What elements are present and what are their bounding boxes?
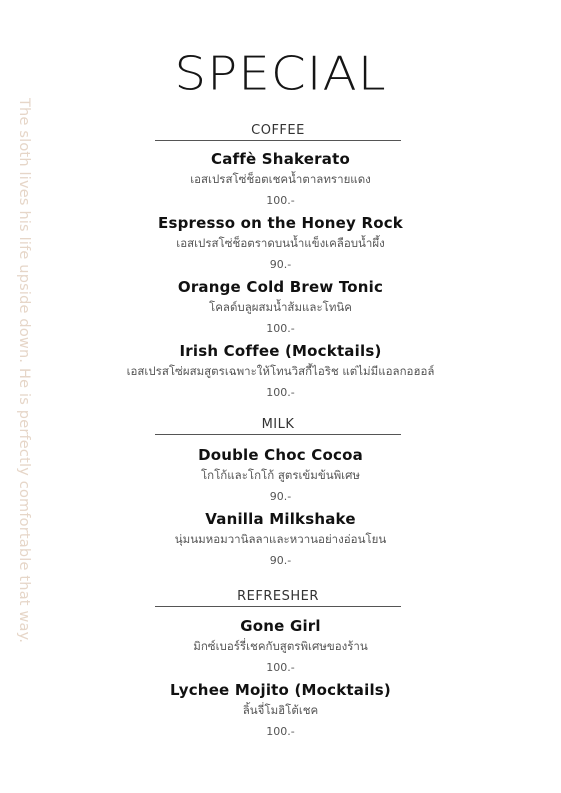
menu-item <box>0 277 561 339</box>
item-price: 100.- <box>266 322 295 335</box>
menu-item <box>0 445 561 507</box>
item-description: โคลด์บลูผสมน้ำส้มและโทนิค <box>209 300 352 314</box>
menu-item <box>0 149 561 211</box>
section-heading-coffee: COFFEE <box>155 122 401 141</box>
side-tagline: The sloth lives his life upside down. He is perfectly comfortable that way. <box>16 98 32 644</box>
item-name: Caffè Shakerato <box>211 150 350 168</box>
menu-item <box>0 680 561 742</box>
item-price: 100.- <box>266 725 295 738</box>
menu-title: SPECIAL <box>174 47 387 101</box>
item-name: Lychee Mojito (Mocktails) <box>170 681 391 699</box>
item-description: เอสเปรสโซ่ช็อตราดบนน้ำแข็งเคลือบน้ำผึ้ง <box>176 236 385 250</box>
item-price: 100.- <box>266 661 295 674</box>
section-heading-refresher: REFRESHER <box>155 588 401 607</box>
item-name: Espresso on the Honey Rock <box>158 214 403 232</box>
item-price: 100.- <box>266 386 295 399</box>
item-name: Double Choc Cocoa <box>198 446 363 464</box>
item-name: Irish Coffee (Mocktails) <box>179 342 382 360</box>
item-name: Vanilla Milkshake <box>205 510 356 528</box>
item-price: 90.- <box>269 554 292 567</box>
menu-item <box>0 509 561 571</box>
item-description: ลิ้นจี่โมฮิโต้เชค <box>242 703 319 717</box>
menu-item <box>0 213 561 275</box>
item-description: นุ่มนมหอมวานิลลาและหวานอย่างอ่อนโยน <box>174 532 387 546</box>
menu-item <box>0 341 561 403</box>
item-name: Gone Girl <box>240 617 321 635</box>
section-heading-milk: MILK <box>155 416 401 435</box>
item-description: เอสเปรสโซ่ผสมสูตรเฉพาะให้โทนวิสกี้ไอริช แต่ไม่มีแอลกอฮอล์ <box>126 364 435 378</box>
item-description: โกโก้และโกโก้ สูตรเข้มข้นพิเศษ <box>200 468 360 482</box>
item-price: 90.- <box>269 258 292 271</box>
item-price: 90.- <box>269 490 292 503</box>
item-name: Orange Cold Brew Tonic <box>177 278 384 296</box>
item-description: มิกซ์เบอร์รี่เชคกับสูตรพิเศษของร้าน <box>193 639 368 653</box>
item-price: 100.- <box>266 194 295 207</box>
item-description: เอสเปรสโซ่ช็อตเชคน้ำตาลทรายแดง <box>190 172 371 186</box>
menu-item <box>0 616 561 678</box>
